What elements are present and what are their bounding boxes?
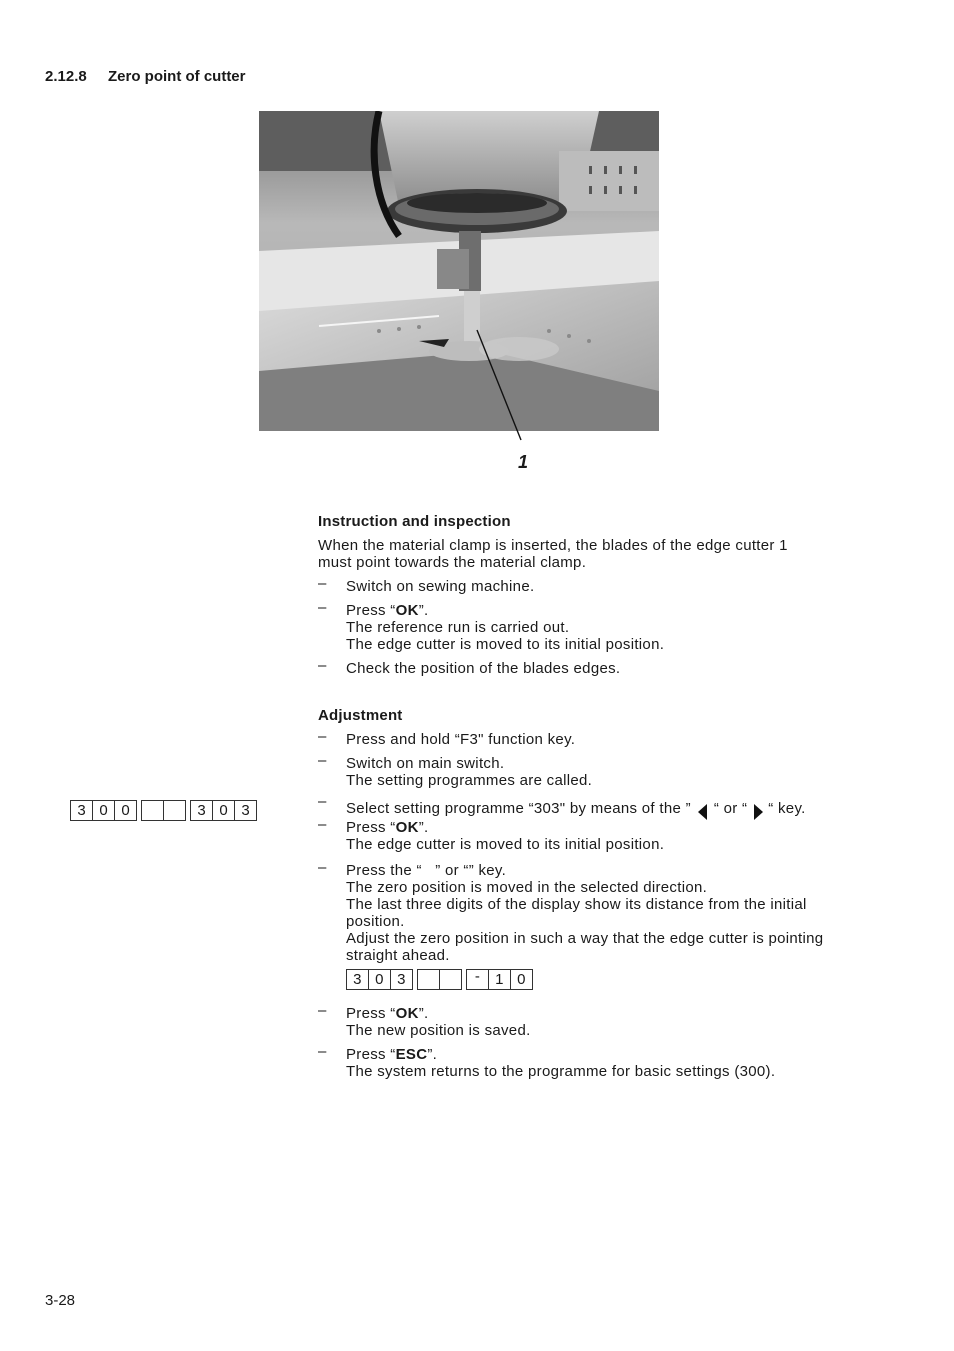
step-text: Check the position of the blades edges. xyxy=(346,660,621,677)
step-text: ”. xyxy=(418,819,429,836)
adjustment-title: Adjustment xyxy=(318,707,403,724)
display-digit: 3 xyxy=(70,800,93,821)
display-digit: - xyxy=(466,969,489,990)
step-text: Press “ xyxy=(346,602,396,619)
step-text: Press and hold “F3" function key. xyxy=(346,731,576,748)
list-dash: – xyxy=(318,859,327,876)
step-text: The zero position is moved in the selected direction. xyxy=(346,879,708,896)
step-text: The system returns to the programme for basic settings (300). xyxy=(346,1063,776,1080)
list-dash: – xyxy=(318,575,327,592)
display-blank xyxy=(439,969,462,990)
list-dash: – xyxy=(318,728,327,745)
step-text: ”. xyxy=(418,1005,429,1022)
display-blank xyxy=(417,969,440,990)
list-dash: – xyxy=(318,599,327,616)
step-text: Adjust the zero position in such a way that the edge cutter is pointing straight ahead. xyxy=(346,930,824,964)
step-text: The new position is saved. xyxy=(346,1022,531,1039)
inspection-intro-line: must point towards the material clamp. xyxy=(318,554,587,571)
step-text: “ or “ xyxy=(713,799,748,817)
display-blank xyxy=(163,800,186,821)
key-ok: OK xyxy=(395,602,419,619)
step-text: Press “ xyxy=(346,819,396,836)
key-ok: OK xyxy=(395,1005,419,1022)
page-number: 3-28 xyxy=(45,1292,76,1309)
display-digit: 0 xyxy=(510,969,533,990)
display-digit: 3 xyxy=(346,969,369,990)
step-text: The setting programmes are called. xyxy=(346,772,593,789)
display-digit: 3 xyxy=(234,800,257,821)
cutter-photo xyxy=(259,111,659,431)
display-digit: 1 xyxy=(488,969,511,990)
step-text: Switch on main switch. xyxy=(346,755,505,772)
list-dash: – xyxy=(318,752,327,769)
step-text: “ key. xyxy=(768,799,806,817)
display-panel-303-minus10 xyxy=(346,969,878,989)
inspection-intro-line: When the material clamp is inserted, the blades of the edge cutter 1 xyxy=(318,537,788,554)
photo-illustration xyxy=(259,111,659,431)
step-text: Press “ xyxy=(346,1046,396,1063)
key-ok: OK xyxy=(395,819,419,836)
display-digit: 3 xyxy=(190,800,213,821)
display-blank xyxy=(141,800,164,821)
step-text: ”. xyxy=(418,602,429,619)
step-text: ”. xyxy=(427,1046,438,1063)
step-text: Press the “ ” or “” key. xyxy=(346,862,507,879)
section-heading xyxy=(45,68,246,85)
step-text: The edge cutter is moved to its initial position. xyxy=(346,836,665,853)
display-digit: 0 xyxy=(92,800,115,821)
display-digit: 0 xyxy=(212,800,235,821)
step-text: The last three digits of the display show its distance from the initial position. xyxy=(346,896,807,930)
inspection-title: Instruction and inspection xyxy=(318,513,511,530)
step-text: Press “ xyxy=(346,1005,396,1022)
display-digit: 3 xyxy=(390,969,413,990)
inspection-intro xyxy=(318,537,878,571)
list-dash: – xyxy=(318,816,327,833)
list-dash: – xyxy=(318,1002,327,1019)
list-dash: – xyxy=(318,657,327,674)
step-text: The reference run is carried out. xyxy=(346,619,570,636)
step-text: Select setting programme “303" by means of the ” xyxy=(346,799,691,817)
key-esc: ESC xyxy=(395,1046,428,1063)
step-text: Switch on sewing machine. xyxy=(346,578,535,595)
list-dash: – xyxy=(318,1043,327,1060)
step-text: The edge cutter is moved to its initial position. xyxy=(346,636,665,653)
list-dash: – xyxy=(318,793,327,810)
display-panel-300-303 xyxy=(70,800,257,820)
section-title: Zero point of cutter xyxy=(108,68,246,85)
display-digit: 0 xyxy=(114,800,137,821)
display-digit: 0 xyxy=(368,969,391,990)
callout-number: 1 xyxy=(518,452,529,472)
section-number: 2.12.8 xyxy=(45,68,87,85)
